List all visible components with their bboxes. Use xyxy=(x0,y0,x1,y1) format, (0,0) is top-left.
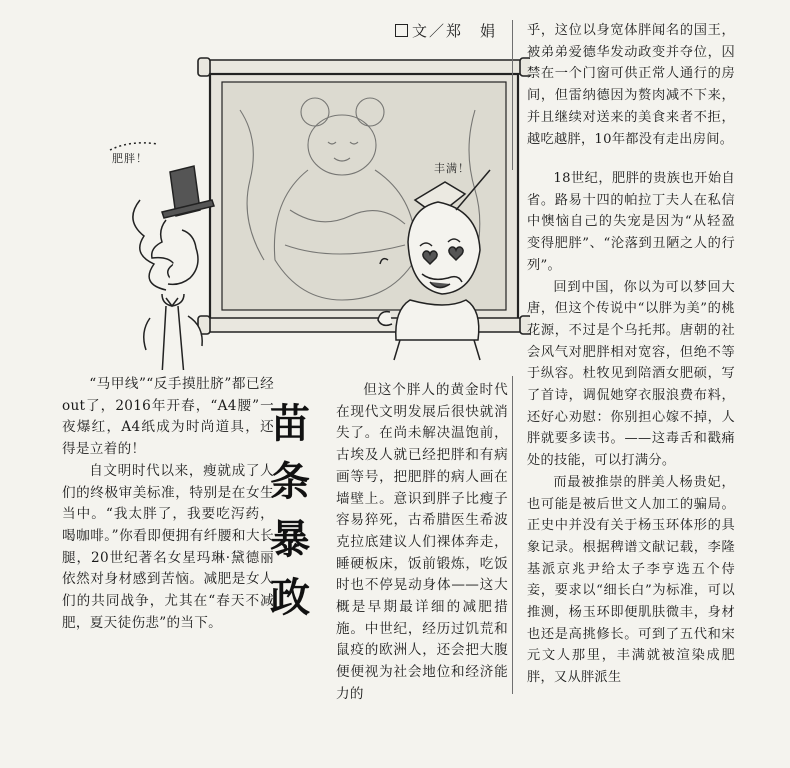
cartoon-illustration xyxy=(70,50,530,370)
paragraph: 而最被推崇的胖美人杨贵妃，也可能是被后世文人加工的骗局。正史中并没有关于杨玉环体形的具象记录。根据稗谱文献记载，李隆基派京兆尹给太子李亨选五个侍妾，要求以“细长白”为标准，可以推测，杨玉环即便肌肤微丰，身材也还是高挑修长。可到了五代和宋元文人那里，丰满就被渲染成肥胖，又从胖派生 xyxy=(527,474,735,686)
top-hat-man-figure xyxy=(110,143,214,370)
column-divider xyxy=(512,376,513,694)
speech-bubble-left: 肥胖！ xyxy=(112,152,148,165)
paragraph: 自文明时代以来，瘦就成了人们的终极审美标准，特别是在女生当中。“我太胖了，我要吃泻药，喝咖啡。”你看即便拥有纤腰和大长腿，20世纪著名女星玛琳·黛德丽依然对身材感到苦恼。减肥是女人们的共同战争，尤其在“春天不减肥，夏天徒伤悲”的当下。 xyxy=(62,462,274,631)
column-right-bottom xyxy=(527,168,735,689)
scroll-bottom-rod xyxy=(198,316,530,334)
column-right-top xyxy=(527,20,735,150)
paragraph: 乎，这位以身宽体胖闻名的国王，被弟弟爱德华发动政变并夺位，囚禁在一个门窗可供正常人通行的房间，但雷纳德因为赘肉减不下来，并且继续对送来的美食来者不拒，越吃越胖，10年都没有走出房间。 xyxy=(527,23,735,147)
paragraph: 但这个胖人的黄金时代在现代文明发展后很快就消失了。在尚未解决温饱前，古埃及人就已经把胖和有病画等号，把肥胖的病人画在墙壁上。意识到胖子比瘦子容易猝死，古希腊医生希波克拉底建议人们裸体奔走，睡硬板床，饭前锻炼，吃饭时也不停晃动身体——这大概是早期最详细的减肥措施。中世纪，经历过饥荒和鼠疫的欧洲人，还会把大腹便便视为社会地位和经济能力的 xyxy=(336,382,508,702)
paragraph: “马甲线”“反手摸肚脐”都已经out了，2016年开春，“A4腰”一夜爆红，A4纸成为时尚道具，还得是立着的！ xyxy=(62,376,274,458)
scroll-painting xyxy=(210,74,518,320)
byline-text: 文／郑 娟 xyxy=(412,22,498,40)
paragraph: 18世纪，肥胖的贵族也开始自省。路易十四的帕拉丁夫人在私信中懊恼自己的失宠是因为“从轻盈变得肥胖”、“沦落到丑陋之人的行列”。 xyxy=(527,171,735,273)
headline-char: 政 xyxy=(270,575,310,621)
headline-char: 苗 xyxy=(270,401,310,447)
headline xyxy=(268,395,312,627)
paragraph: 回到中国，你以为可以梦回大唐，但这个传说中“以胖为美”的桃花源，不过是个乌托邦。唐朝的社会风气对肥胖相对宽容，但绝不等于纵容。杜牧见到陪酒女肥硕，写了首诗，调侃她穿衣服浪费布料，还好心劝慰：你别担心嫁不掉，人胖就要多读书。——这毒舌和戳痛处的技能，可以打满分。 xyxy=(527,279,735,469)
column-divider xyxy=(512,20,513,170)
headline-char: 暴 xyxy=(270,517,310,563)
byline xyxy=(395,20,497,41)
headline-char: 条 xyxy=(270,459,310,505)
column-bottom-middle xyxy=(336,380,508,706)
byline-box-icon xyxy=(395,24,408,37)
column-bottom-left xyxy=(62,374,274,634)
speech-bubble-right: 丰满！ xyxy=(434,162,470,175)
